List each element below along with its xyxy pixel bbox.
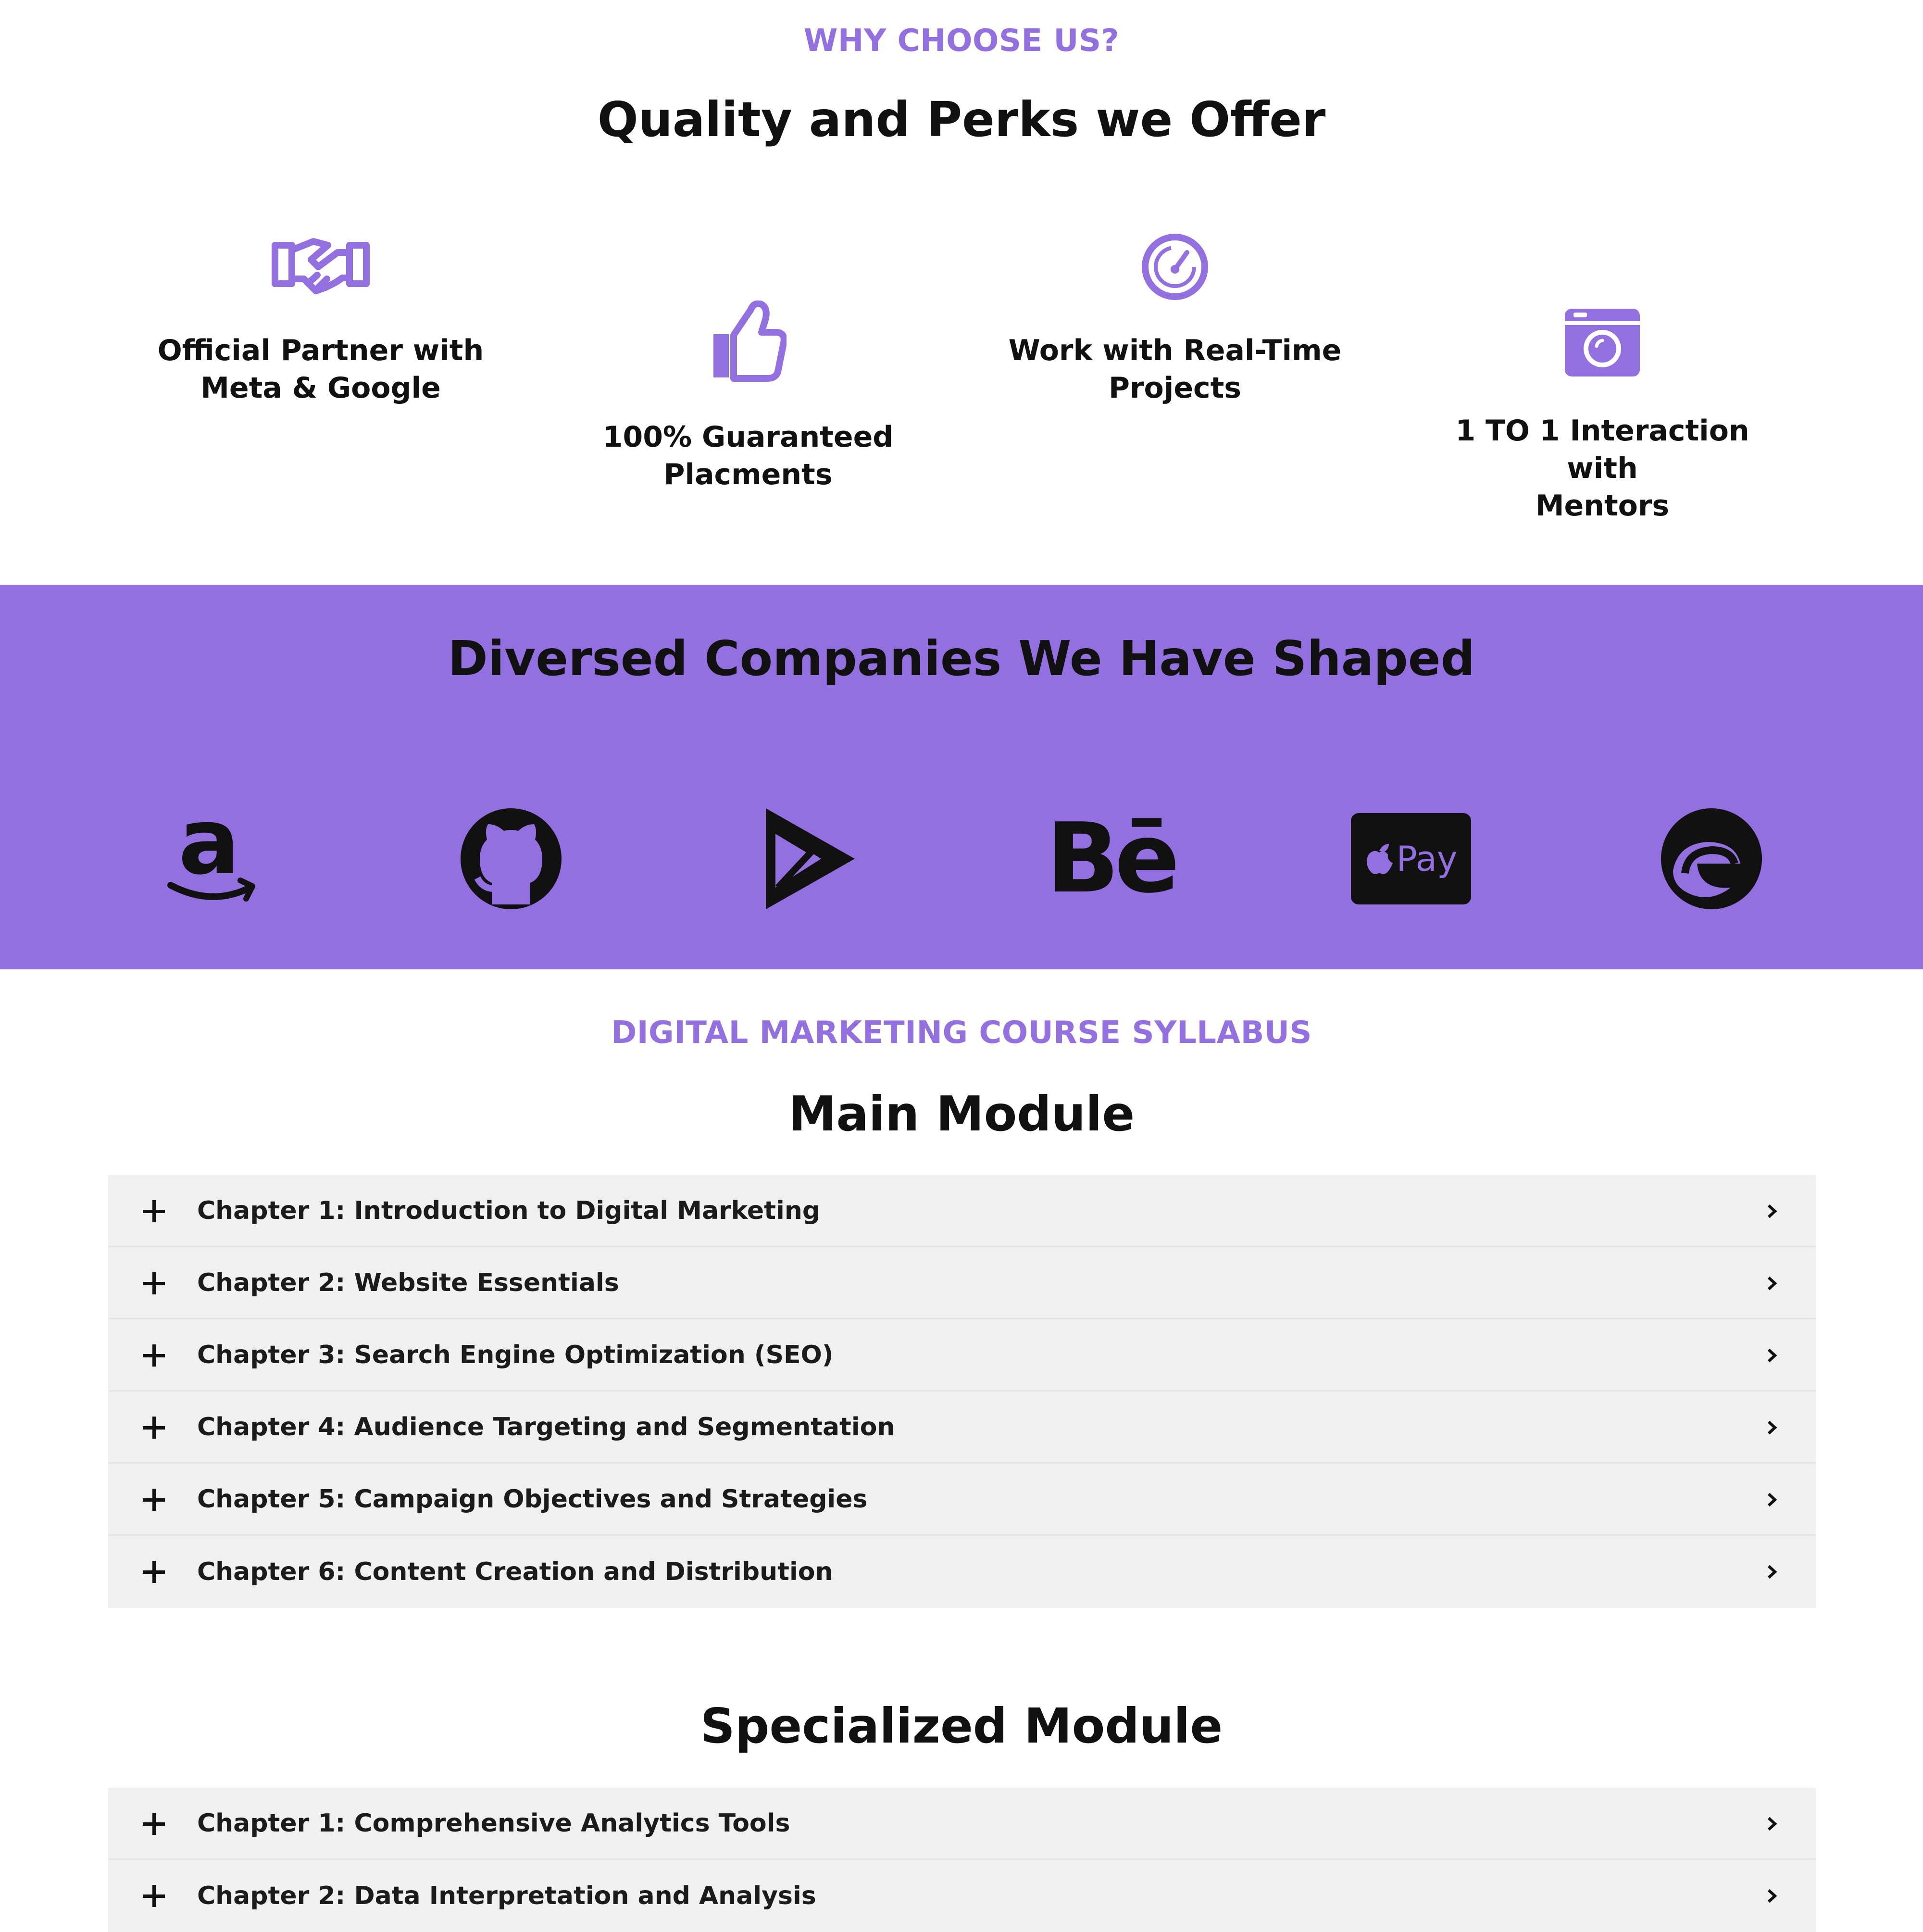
chapter-title: Chapter 2: Data Interpretation and Analysis [197, 1882, 816, 1910]
handshake-icon [270, 231, 371, 303]
accordion-item[interactable] [108, 1464, 1816, 1536]
apple-pay-logo: Pay [1349, 796, 1473, 921]
chevron-right-icon [1767, 1817, 1777, 1831]
chevron-right-icon [1767, 1204, 1777, 1218]
camera-icon [1564, 308, 1641, 377]
accordion-item[interactable] [108, 1175, 1816, 1247]
specialized-module-title: Specialized Module [700, 1698, 1223, 1754]
speedometer-icon [1139, 231, 1211, 303]
perk-label-line2: Meta & Google [200, 371, 441, 405]
specialized-module-accordion [108, 1788, 1816, 1932]
perk-label-line1: Official Partner with [157, 334, 484, 367]
companies-title: Diversed Companies We Have Shaped [448, 630, 1475, 687]
accordion-item[interactable] [108, 1247, 1816, 1319]
behance-logo: Bē [1046, 803, 1175, 915]
accordion-item[interactable] [108, 1392, 1816, 1464]
plus-icon [143, 1813, 165, 1835]
chapter-title: Chapter 5: Campaign Objectives and Strategies [197, 1484, 868, 1514]
github-logo [449, 796, 574, 921]
chevron-right-icon [1767, 1348, 1777, 1363]
syllabus-section [0, 969, 1923, 1923]
plus-icon [143, 1561, 165, 1583]
chapter-title: Chapter 3: Search Engine Optimization (SEO) [197, 1340, 834, 1369]
amazon-logo [149, 796, 274, 921]
chevron-right-icon [1767, 1889, 1777, 1903]
perk-guaranteed-placements [565, 301, 931, 493]
main-module-title: Main Module [788, 1086, 1135, 1142]
perk-one-to-one-mentors [1420, 308, 1785, 525]
perk-label-line1: Work with Real-Time [1008, 334, 1342, 367]
perk-official-partner [138, 231, 503, 407]
why-choose-us-section [0, 0, 1923, 585]
google-play-logo [747, 796, 872, 921]
chapter-title: Chapter 6: Content Creation and Distribution [197, 1557, 833, 1586]
chevron-right-icon [1767, 1276, 1777, 1291]
perk-label-line2: Mentors [1535, 489, 1670, 523]
perk-label-line1: 1 TO 1 Interaction with [1455, 414, 1749, 485]
accordion-item[interactable] [108, 1860, 1816, 1932]
plus-icon [143, 1885, 165, 1907]
plus-icon [143, 1417, 165, 1439]
edge-logo [1649, 796, 1774, 921]
perk-label-line2: Placments [663, 458, 833, 491]
chapter-title: Chapter 4: Audience Targeting and Segmentation [197, 1412, 895, 1442]
plus-icon [143, 1200, 165, 1222]
why-eyebrow: WHY CHOOSE US? [803, 23, 1120, 59]
syllabus-eyebrow: DIGITAL MARKETING COURSE SYLLABUS [611, 1015, 1312, 1051]
accordion-item[interactable] [108, 1788, 1816, 1860]
accordion-item[interactable] [108, 1319, 1816, 1392]
chevron-right-icon [1767, 1565, 1777, 1579]
plus-icon [143, 1489, 165, 1511]
plus-icon [143, 1344, 165, 1367]
accordion-item[interactable] [108, 1536, 1816, 1608]
chevron-right-icon [1767, 1420, 1777, 1435]
plus-icon [143, 1272, 165, 1294]
chapter-title: Chapter 1: Comprehensive Analytics Tools [197, 1808, 790, 1838]
svg-text:a: a [178, 808, 240, 895]
perk-label-line1: 100% Guaranteed [602, 420, 894, 454]
perk-label-line2: Projects [1108, 371, 1241, 405]
perk-real-time-projects [992, 231, 1358, 407]
companies-section [0, 585, 1923, 969]
main-module-accordion [108, 1175, 1816, 1608]
thumbs-up-icon [710, 301, 787, 382]
apple-icon [1365, 842, 1394, 876]
chapter-title: Chapter 1: Introduction to Digital Marketing [197, 1196, 821, 1225]
why-title: Quality and Perks we Offer [597, 91, 1326, 148]
chevron-right-icon [1767, 1493, 1777, 1507]
chapter-title: Chapter 2: Website Essentials [197, 1268, 619, 1297]
